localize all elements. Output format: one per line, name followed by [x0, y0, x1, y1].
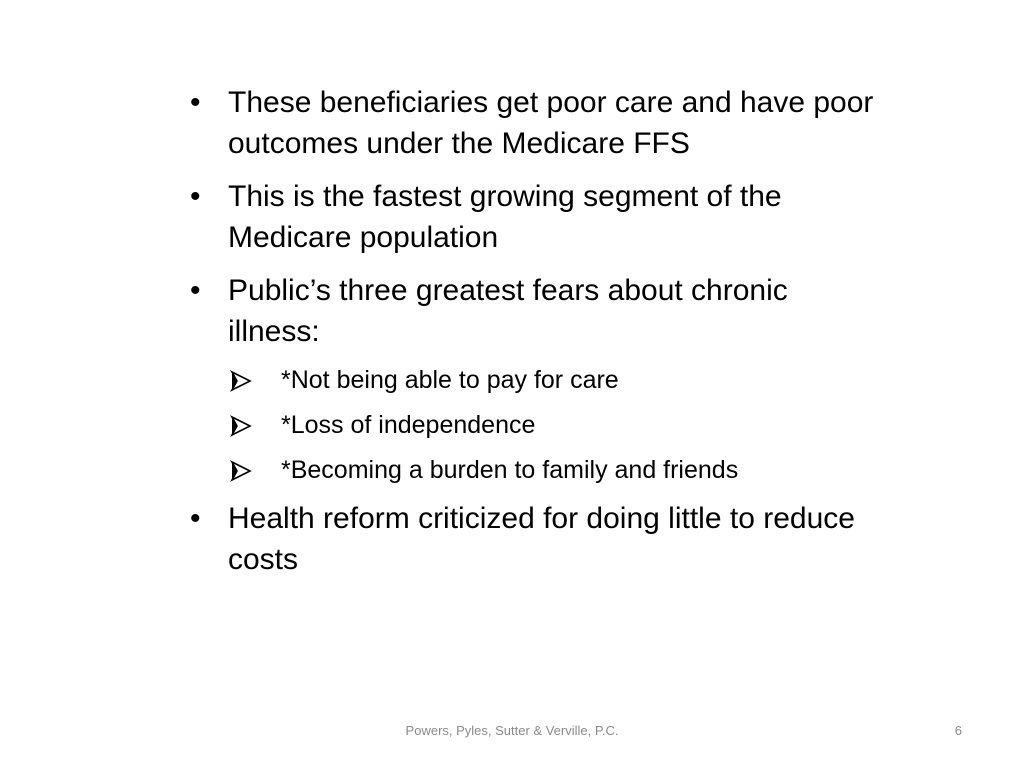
bullet-text: Health reform criticized for doing little to reduce costs: [228, 502, 855, 576]
sub-bullet-text: *Loss of independence: [281, 411, 536, 439]
bullet-text: Public’s three greatest fears about chronic illness:: [228, 274, 788, 348]
sub-bullet-item: [188, 453, 878, 487]
bullet-list-continued: [188, 498, 878, 580]
bullet-dot-icon: •: [190, 274, 201, 307]
bullet-item: [188, 270, 878, 352]
arrowhead-icon: [230, 370, 252, 392]
slide-number: 6: [954, 723, 962, 738]
bullet-dot-icon: •: [190, 180, 201, 213]
bullet-item: [188, 82, 878, 164]
bullet-item: [188, 176, 878, 258]
bullet-text: This is the fastest growing segment of the Medicare population: [228, 180, 782, 254]
arrowhead-icon: [230, 460, 252, 482]
footer-firm-name: Powers, Pyles, Sutter & Verville, P.C.: [405, 723, 619, 738]
sub-bullet-item: [188, 408, 878, 442]
bullet-dot-icon: •: [190, 86, 201, 119]
sub-bullet-item: [188, 363, 878, 397]
sub-bullet-group: [188, 363, 878, 487]
sub-bullet-list: [188, 363, 878, 487]
arrowhead-icon: [230, 415, 252, 437]
sub-bullet-text: *Not being able to pay for care: [281, 366, 619, 394]
slide-footer: [0, 723, 1024, 743]
sub-bullet-text: *Becoming a burden to family and friends: [281, 456, 739, 484]
bullet-item: [188, 498, 878, 580]
bullet-list: [188, 82, 878, 352]
bullet-dot-icon: •: [190, 502, 201, 535]
slide-body: [188, 82, 878, 592]
bullet-text: These beneficiaries get poor care and have poor outcomes under the Medicare FFS: [228, 86, 874, 160]
